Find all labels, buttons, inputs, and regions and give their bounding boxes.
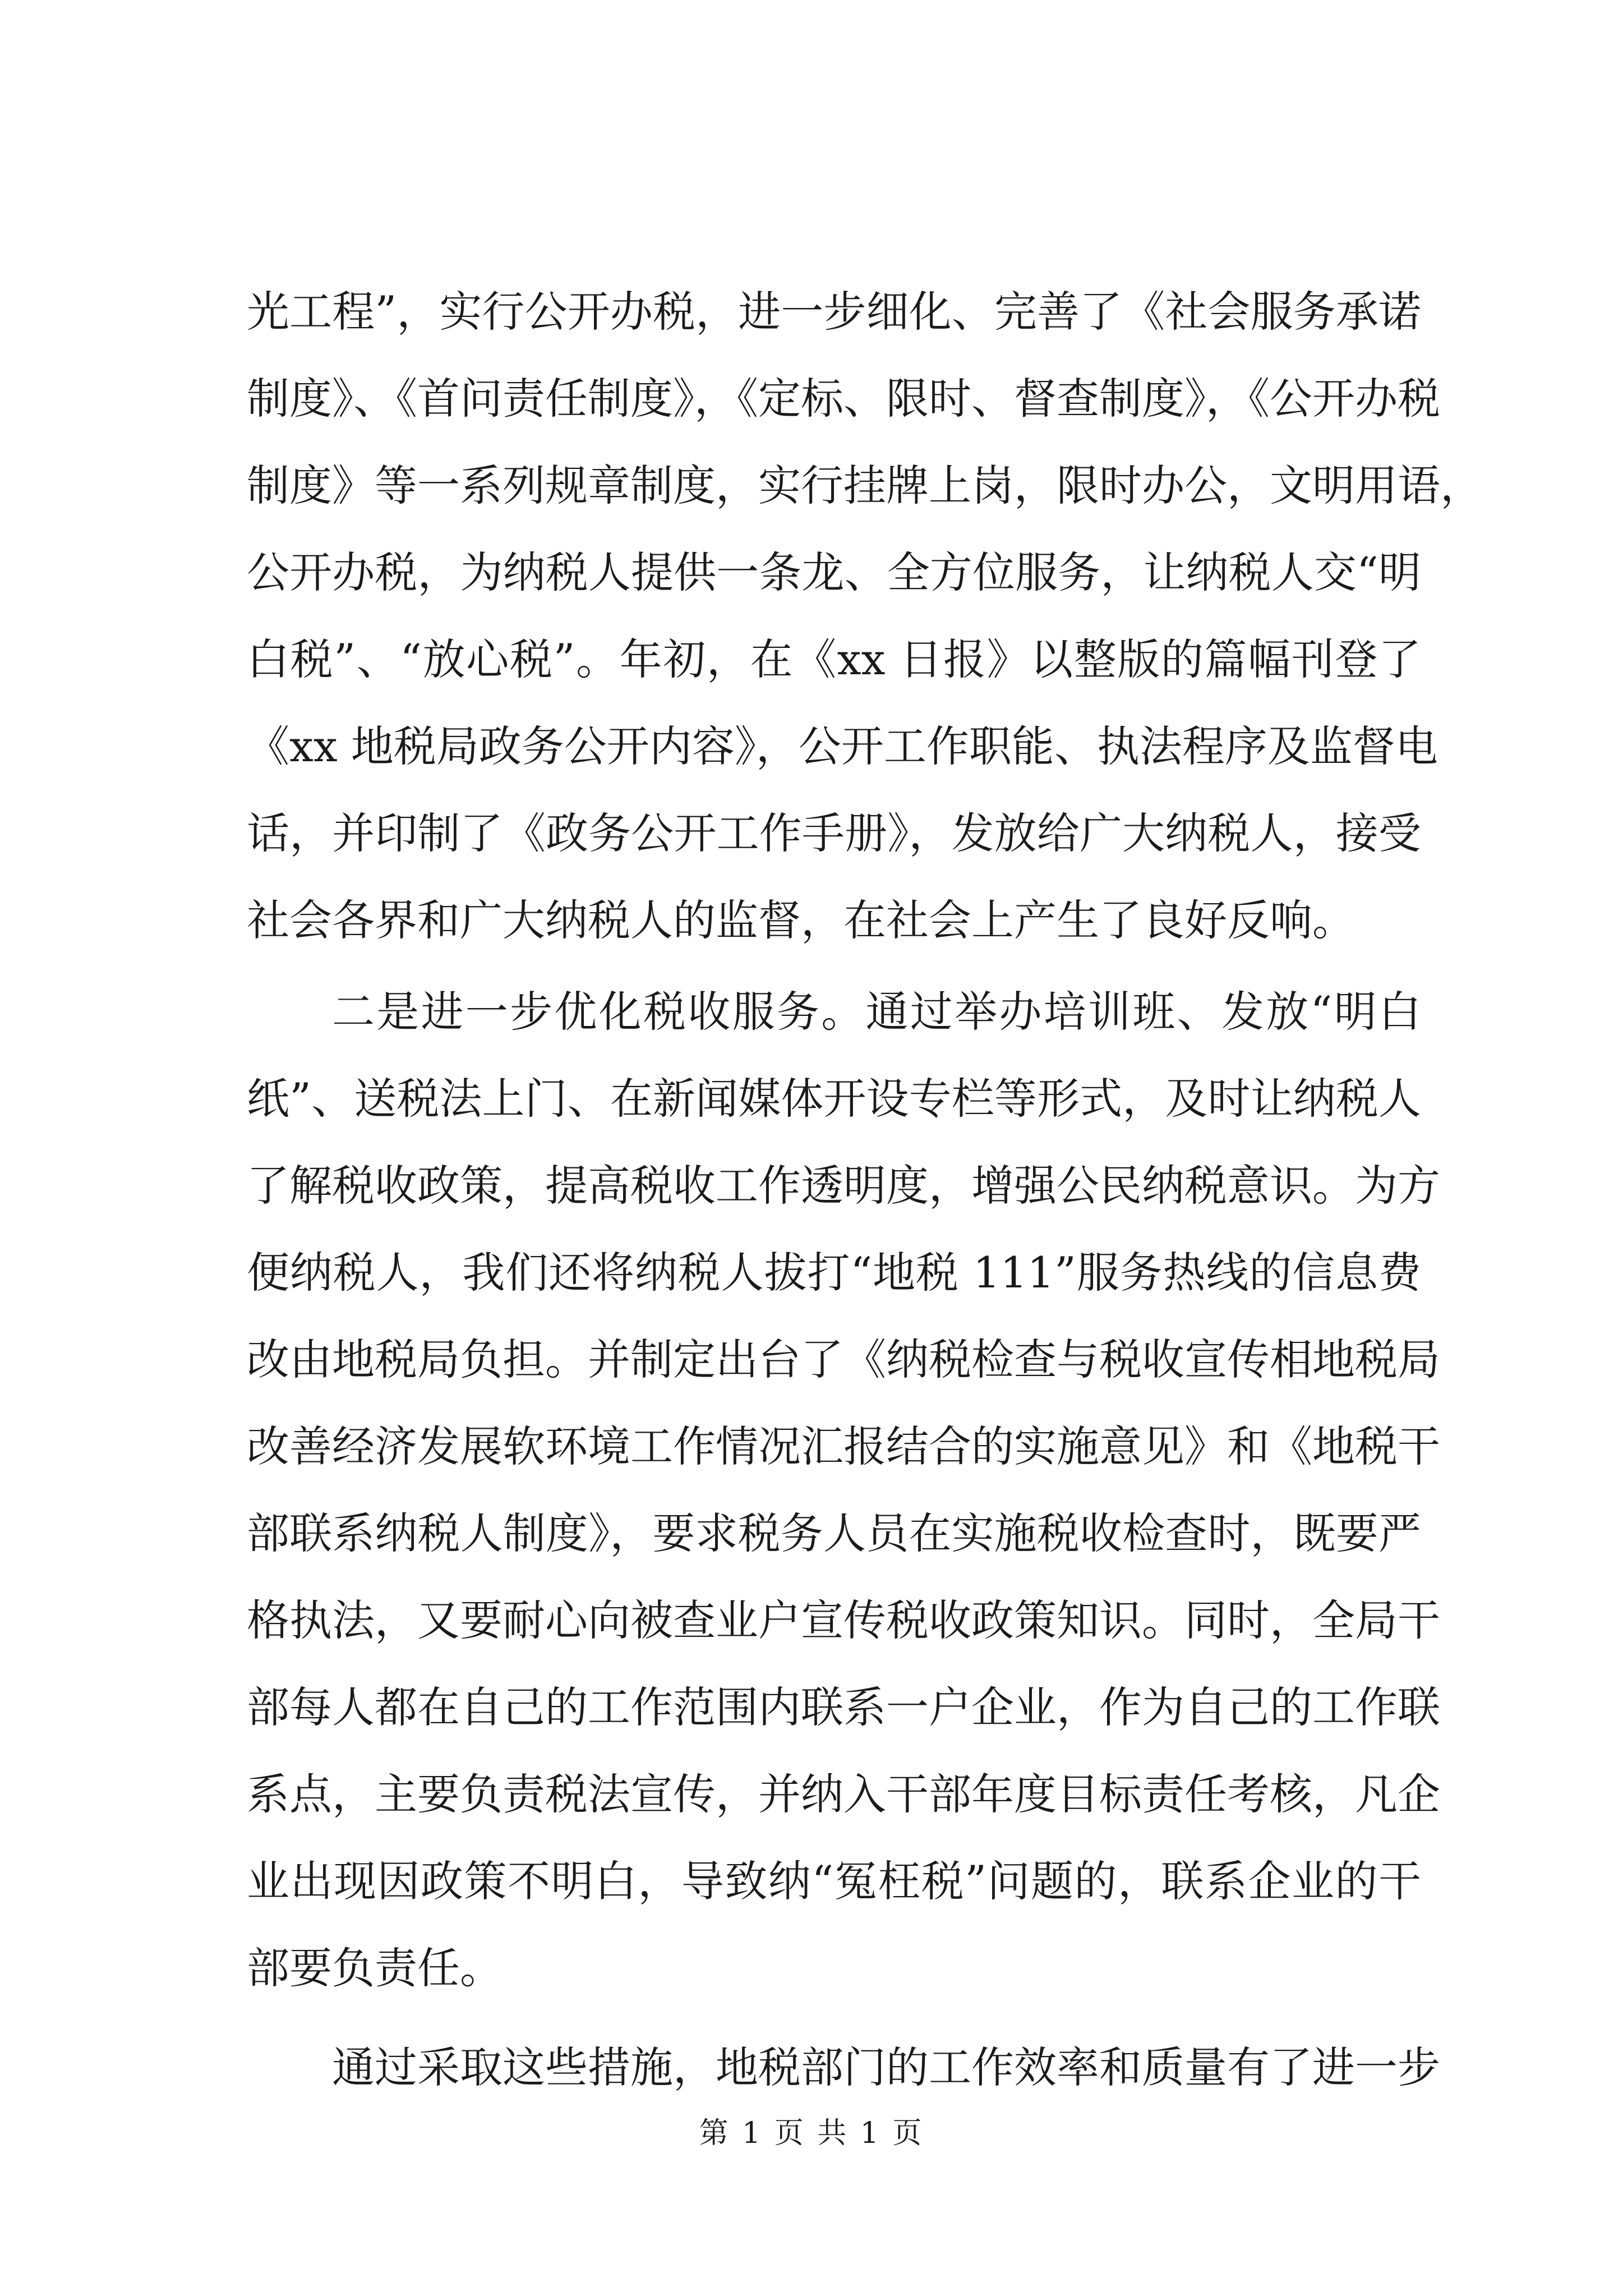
text-line: 系点，主要负责税法宣传，并纳入干部年度目标责任考核，凡企 — [247, 1769, 1440, 1819]
text-line: 业出现因政策不明白，导致纳“冤枉税”问题的，联系企业的干 — [247, 1856, 1421, 1906]
text-line: 部联系纳税人制度》，要求税务人员在实施税收检查时，既要严 — [247, 1508, 1421, 1558]
text-line: 制度》等一系列规章制度，实行挂牌上岗，限时办公，文明用语， — [247, 461, 1483, 510]
text-line: 了解税收政策，提高税收工作透明度，增强公民纳税意识。为方 — [247, 1161, 1440, 1211]
paragraph-first-line: 通过采取这些措施，地税部门的工作效率和质量有了进一步 — [332, 2042, 1440, 2092]
text-line: 纸”、送税法上门、在新闻媒体开设专栏等形式，及时让纳税人 — [247, 1074, 1421, 1124]
paragraph-first-line: 二是进一步优化税收服务。通过举办培训班、发放“明白 — [332, 987, 1421, 1037]
text-line: 部要负责任。 — [247, 1943, 502, 1993]
text-line: 改善经济发展软环境工作情况汇报结合的实施意见》和《地税干 — [247, 1421, 1440, 1471]
text-line: 格执法，又要耐心向被查业户宣传税收政策知识。同时，全局干 — [247, 1595, 1440, 1645]
text-line: 社会各界和广大纳税人的监督，在社会上产生了良好反响。 — [247, 895, 1355, 945]
text-line: 便纳税人，我们还将纳税人拔打“地税 111”服务热线的信息费 — [247, 1248, 1421, 1297]
text-line: 部每人都在自己的工作范围内联系一户企业，作为自己的工作联 — [247, 1682, 1440, 1732]
text-line: 《xx 地税局政务公开内容》，公开工作职能、执法程序及监督电 — [247, 721, 1438, 771]
text-line: 话，并印制了《政务公开工作手册》，发放给广大纳税人，接受 — [247, 808, 1421, 858]
page-footer: 第 1 页 共 1 页 — [699, 2116, 924, 2150]
text-line: 改由地税局负担。并制定出台了《纳税检查与税收宣传相地税局 — [247, 1335, 1440, 1384]
text-line: 光工程”，实行公开办税，进一步细化、完善了《社会服务承诺 — [247, 287, 1421, 337]
text-line: 制度》、《首问责任制度》，《定标、限时、督查制度》，《公开办税 — [247, 374, 1440, 424]
text-line: 公开办税，为纳税人提供一条龙、全方位服务，让纳税人交“明 — [247, 547, 1421, 597]
text-line: 白税”、“放心税”。年初，在《xx 日报》以整版的篇幅刊登了 — [247, 634, 1421, 684]
document-body — [247, 268, 1483, 2111]
